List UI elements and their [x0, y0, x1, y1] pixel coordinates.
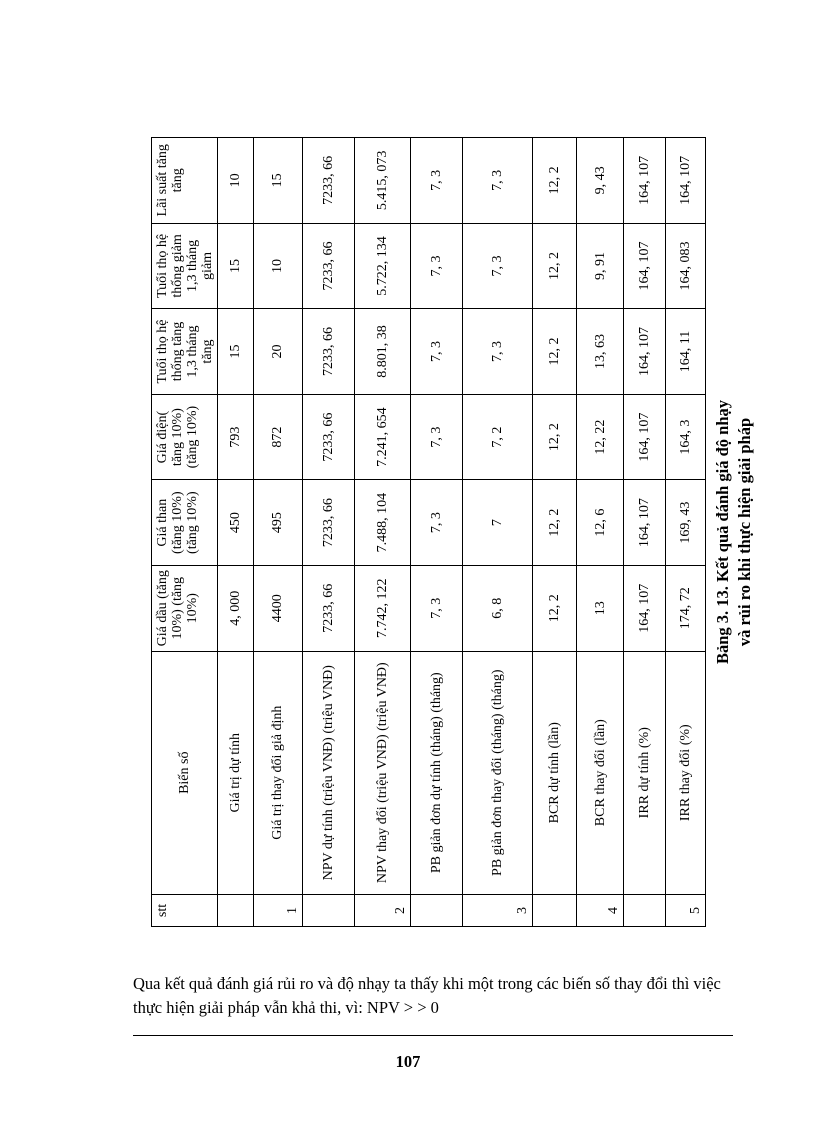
caption-line-1: Bảng 3. 13. Kết quả đánh giá độ nhạy	[713, 399, 732, 665]
table-header-row	[152, 138, 218, 927]
cell-oil: 12, 2	[533, 565, 576, 651]
cell-coal: 12, 6	[576, 480, 624, 566]
cell-life-down: 7, 3	[411, 223, 462, 309]
cell-variable: BCR dự tính (lần)	[533, 651, 576, 894]
cell-electricity: 7, 2	[462, 394, 533, 480]
cell-life-up: 164, 11	[665, 309, 705, 395]
cell-stt: 3	[462, 894, 533, 926]
cell-variable: PB giản đơn dự tính (tháng) (tháng)	[411, 651, 462, 894]
table-row	[218, 138, 254, 927]
cell-stt: 4	[576, 894, 624, 926]
cell-life-down: 5.722, 134	[354, 223, 411, 309]
cell-life-down: 12, 2	[533, 223, 576, 309]
cell-life-down: 164, 083	[665, 223, 705, 309]
cell-variable: NPV thay đổi (triệu VNĐ) (triệu VNĐ)	[354, 651, 411, 894]
cell-interest: 10	[218, 138, 254, 224]
cell-interest: 164, 107	[665, 138, 705, 224]
table-row	[411, 138, 462, 927]
cell-coal: 169, 43	[665, 480, 705, 566]
cell-life-down: 7, 3	[462, 223, 533, 309]
table-row	[354, 138, 411, 927]
cell-interest: 5.415, 073	[354, 138, 411, 224]
cell-oil: 7233, 66	[302, 565, 354, 651]
cell-coal: 12, 2	[533, 480, 576, 566]
cell-life-up: 7, 3	[462, 309, 533, 395]
cell-interest: 15	[253, 138, 302, 224]
cell-life-up: 20	[253, 309, 302, 395]
cell-stt	[218, 894, 254, 926]
cell-life-up: 12, 2	[533, 309, 576, 395]
cell-variable: IRR thay đổi (%)	[665, 651, 705, 894]
footer-divider	[133, 1035, 733, 1036]
cell-coal: 7	[462, 480, 533, 566]
cell-oil: 7.742, 122	[354, 565, 411, 651]
caption-line-2: và rủi ro khi thực hiện giải pháp	[735, 417, 754, 647]
cell-oil: 4400	[253, 565, 302, 651]
table-row	[533, 138, 576, 927]
cell-electricity: 7.241, 654	[354, 394, 411, 480]
cell-electricity: 164, 107	[624, 394, 665, 480]
cell-electricity: 872	[253, 394, 302, 480]
sensitivity-table	[151, 137, 706, 927]
header-stt: stt	[152, 894, 218, 926]
header-life-down: Tuổi thọ hệ thống giảm 1,3 tháng giảm	[152, 223, 218, 309]
cell-oil: 7, 3	[411, 565, 462, 651]
cell-stt: 1	[253, 894, 302, 926]
cell-electricity: 12, 2	[533, 394, 576, 480]
table-row	[462, 138, 533, 927]
header-electricity: Giá điện( tăng 10%) (tăng 10%)	[152, 394, 218, 480]
cell-life-up: 164, 107	[624, 309, 665, 395]
table-row	[302, 138, 354, 927]
cell-life-down: 9, 91	[576, 223, 624, 309]
cell-coal: 7.488, 104	[354, 480, 411, 566]
header-variable: Biến số	[152, 651, 218, 894]
cell-coal: 7233, 66	[302, 480, 354, 566]
cell-coal: 450	[218, 480, 254, 566]
cell-stt	[411, 894, 462, 926]
cell-electricity: 164, 3	[665, 394, 705, 480]
cell-electricity: 793	[218, 394, 254, 480]
cell-life-up: 15	[218, 309, 254, 395]
cell-life-down: 15	[218, 223, 254, 309]
cell-variable: BCR thay đổi (lần)	[576, 651, 624, 894]
cell-electricity: 12, 22	[576, 394, 624, 480]
cell-life-up: 13, 63	[576, 309, 624, 395]
cell-stt	[533, 894, 576, 926]
rotated-table-inner	[151, 137, 754, 927]
header-interest: Lãi suất tăng tăng	[152, 138, 218, 224]
cell-life-down: 164, 107	[624, 223, 665, 309]
cell-oil: 164, 107	[624, 565, 665, 651]
cell-oil: 174, 72	[665, 565, 705, 651]
table-caption	[706, 137, 772, 927]
rotated-table-block	[151, 137, 754, 927]
cell-coal: 7, 3	[411, 480, 462, 566]
cell-coal: 495	[253, 480, 302, 566]
header-life-up: Tuổi thọ hệ thống tăng 1,3 tháng tăng	[152, 309, 218, 395]
cell-stt	[624, 894, 665, 926]
cell-stt	[302, 894, 354, 926]
cell-oil: 13	[576, 565, 624, 651]
table-row	[253, 138, 302, 927]
cell-stt: 2	[354, 894, 411, 926]
cell-oil: 4, 000	[218, 565, 254, 651]
table-row	[576, 138, 624, 927]
cell-variable: NPV dự tính (triệu VNĐ) (triệu VNĐ)	[302, 651, 354, 894]
cell-life-up: 7233, 66	[302, 309, 354, 395]
cell-oil: 6, 8	[462, 565, 533, 651]
cell-variable: Giá trị thay đổi giả định	[253, 651, 302, 894]
cell-life-down: 10	[253, 223, 302, 309]
header-oil: Giá dầu (tăng 10%) (tăng 10%)	[152, 565, 218, 651]
header-coal: Giá than (tăng 10%) (tăng 10%)	[152, 480, 218, 566]
page-number: 107	[395, 1052, 421, 1071]
cell-interest: 164, 107	[624, 138, 665, 224]
cell-life-down: 7233, 66	[302, 223, 354, 309]
cell-life-up: 8.801, 38	[354, 309, 411, 395]
cell-variable: Giá trị dự tính	[218, 651, 254, 894]
cell-interest: 12, 2	[533, 138, 576, 224]
cell-interest: 7, 3	[462, 138, 533, 224]
cell-interest: 7, 3	[411, 138, 462, 224]
conclusion-paragraph: Qua kết quả đánh giá rủi ro và độ nhạy ta thấy khi một trong các biến số thay đổi thì việc thực hiện giải pháp vẫn khả thi, vì: NPV > > 0	[133, 974, 721, 1017]
cell-stt: 5	[665, 894, 705, 926]
cell-life-up: 7, 3	[411, 309, 462, 395]
table-row	[624, 138, 665, 927]
cell-variable: IRR dự tính (%)	[624, 651, 665, 894]
table-row	[665, 138, 705, 927]
cell-coal: 164, 107	[624, 480, 665, 566]
cell-electricity: 7233, 66	[302, 394, 354, 480]
cell-interest: 7233, 66	[302, 138, 354, 224]
cell-variable: PB giản đơn thay đổi (tháng) (tháng)	[462, 651, 533, 894]
cell-electricity: 7, 3	[411, 394, 462, 480]
cell-interest: 9, 43	[576, 138, 624, 224]
